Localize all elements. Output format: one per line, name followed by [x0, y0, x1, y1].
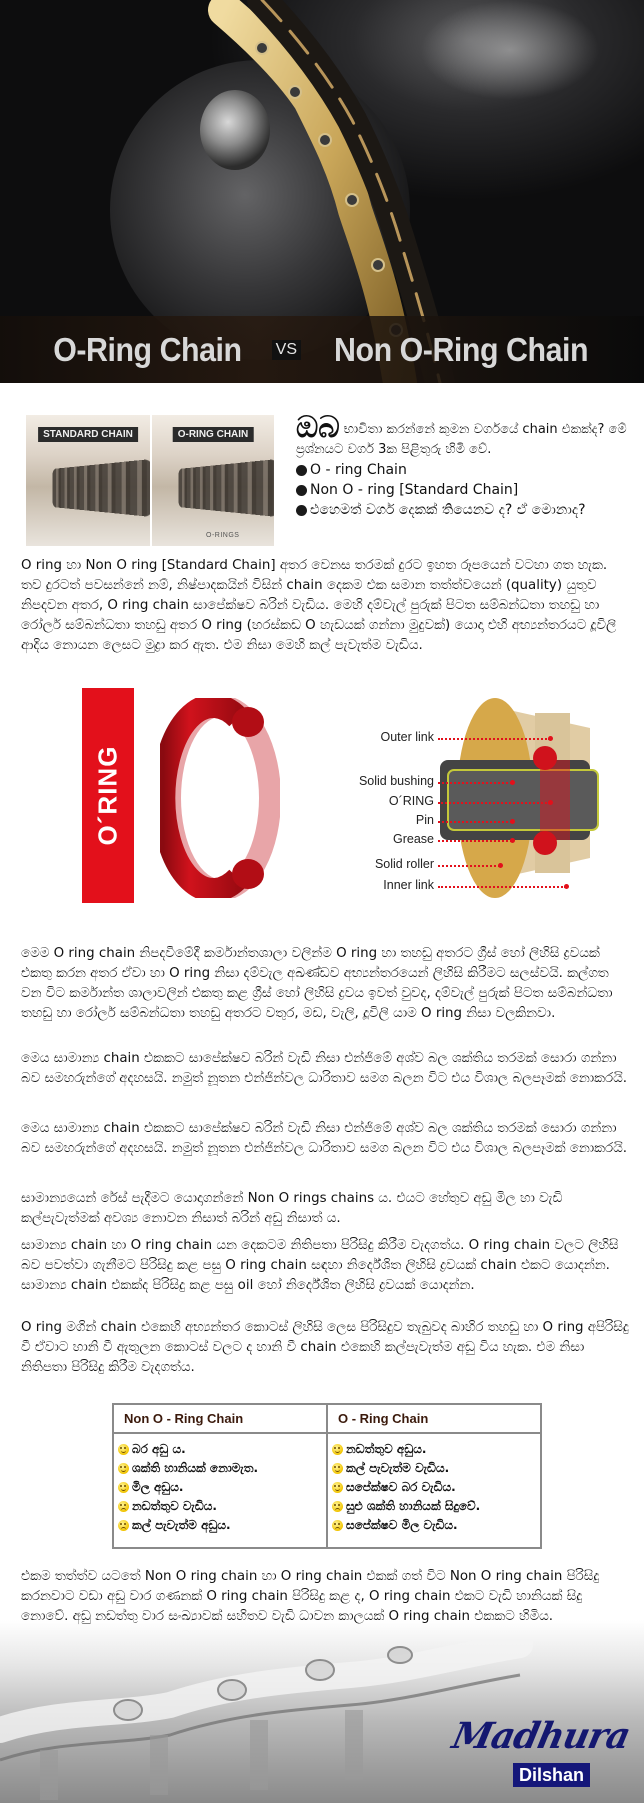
chain-rollers: [179, 459, 274, 517]
label-solid-bushing: Solid bushing: [358, 774, 434, 788]
smiley-sad-icon: [118, 1501, 129, 1512]
standard-chain-photo: [26, 415, 150, 546]
oring-band: [82, 688, 134, 903]
label-inner-link: Inner link: [383, 878, 434, 892]
paragraph-racing: සාමාන්‍යයෙන් රේස් පැදීමට යොදාගන්නේ Non O rings chains ය. එයට හේතුව අඩු මිල හා වැඩි කල්පැවැත්මක් අවශ්‍ය නොවන නිසාත් බරින් අඩු නිසාත් ය.: [21, 1191, 563, 1226]
item-text: බර අඩු ය.: [132, 1442, 186, 1456]
smiley-happy-icon: [118, 1463, 129, 1474]
oring-band-label: O´RING: [92, 745, 123, 846]
list-item: [118, 1516, 322, 1535]
paragraph-maintenance: O ring මගින් chain එකෙහි අභ්‍යන්තර කොටස් ලිහිසි ලෙස පිරිසිදුව තැබුවද බාහිර තහඩු හා O ring අපිරිසිදු වී ඒවාට හානි වී ඇතුලන කොටස් වලට ද හානි වී chain එකෙහි කල්පැවැත්ම අඩු විය හැක. එම නිසා නිතිපතා පිරිසිදු කිරීම වැදගත්ය.: [21, 1320, 629, 1375]
item-text: මිල අඩුය.: [132, 1480, 184, 1494]
paragraph-weight-2: මෙය සාමාන්‍ය chain එකකට සාපේක්ෂව බරින් වැඩි නිසා එන්ජිමේ අශ්ව බල ශක්තිය තරමක් සොරා ගන්නා බව සමහරුන්ගේ අදහසයි. නමුත් නූතන එන්ජින්වල ධාරිතාව සමග බලන විට එය විශාල බලපෑමක් නොකරයි.: [21, 1121, 627, 1156]
leader-line: [438, 782, 512, 784]
list-item: [296, 500, 636, 520]
oring-chain-photo: [150, 415, 274, 546]
chain-comparison-photo: [26, 415, 274, 546]
list-item: [296, 460, 636, 480]
header-oring: O - Ring Chain: [327, 1404, 541, 1433]
leader-line: [438, 738, 550, 740]
chain-type-list: [296, 460, 636, 520]
table-header-row: [113, 1404, 541, 1433]
paragraph-conclusion: එකම තත්ත්ව යටතේ Non O ring chain හා O ring chain එකක් ගත් විට Non O ring chain පිරිසිදු කරනවාට වඩා අඩු වාර ගණනක් O ring chain පිරිසිදු කළ ද, O ring chain එකට වැඩි හානියක් සිදු නොවේ. අඩු නඩත්තු වාර සංඛ්‍යාවක් සහිතව වැඩි ධාවන කාලයක් O ring chain එකකට හිමිය.: [21, 1569, 600, 1624]
label-oring: O´RING: [388, 794, 434, 808]
item-text: ශක්ති හානියක් නොමැත.: [132, 1461, 259, 1475]
item-text: සපේක්ෂව මිල වැඩිය.: [346, 1518, 458, 1532]
list-item-text: එහෙමත් වර්ග දෙකක් තියෙනව ද? ඒ මොනාද?: [310, 502, 586, 518]
item-text: නඩත්තුව අඩුය.: [346, 1442, 427, 1456]
oring-cell: [327, 1433, 541, 1548]
list-item-text: Non O - ring [Standard Chain]: [310, 482, 519, 498]
list-item: [118, 1459, 322, 1478]
bullet-icon: [296, 485, 307, 496]
list-item: [332, 1497, 536, 1516]
list-item: [332, 1440, 536, 1459]
non-oring-cell: [113, 1433, 327, 1548]
label-pin: Pin: [415, 813, 434, 827]
item-text: කල් පැවැත්ම වැඩිය.: [346, 1461, 450, 1475]
smiley-happy-icon: [332, 1444, 343, 1455]
smiley-sad-icon: [118, 1520, 129, 1531]
item-text: සපේක්ෂව බර වැඩිය.: [346, 1480, 456, 1494]
leader-line: [438, 821, 512, 823]
lead-word: ඔබ: [296, 410, 340, 445]
oring-illustration: [160, 698, 280, 898]
signature-script: Madhura: [448, 1715, 634, 1757]
list-item: [118, 1497, 322, 1516]
leader-line: [438, 886, 566, 888]
signature-box: Dilshan: [513, 1763, 590, 1787]
header-non-oring: Non O - Ring Chain: [113, 1404, 327, 1433]
title-oring: O-Ring Chain: [53, 331, 242, 368]
paragraph-cleaning: සාමාන්‍ය chain හා O ring chain යන දෙකටම නිතිපතා පිරිසිදු කිරීම වැදගත්ය. O ring chain වලට ලිහිසි බව පවත්වා ගැනීමට පිරිසිදු කළ පසු O ring chain සඳහා නිර්දේශිත ලිහිසි ද්‍රවයක් chain එකට යොදන්න. සාමාන්‍ය chain එකක්ද පිරිසිදු කළ පසු oil හෝ නිර්දේශිත ලිහිසි ද්‍රවයක් යොදන්න.: [21, 1238, 619, 1293]
label-outer-link: Outer link: [380, 730, 434, 744]
smiley-happy-icon: [332, 1463, 343, 1474]
comparison-table: [112, 1403, 542, 1549]
hero-banner: [0, 0, 644, 383]
bullet-icon: [296, 505, 307, 516]
list-item: [118, 1440, 322, 1459]
standard-chain-label: STANDARD CHAIN: [38, 427, 138, 442]
item-text: නඩත්තුව වැඩිය.: [132, 1499, 217, 1513]
paragraph-weight-1: මෙය සාමාන්‍ය chain එකකට සාපේක්ෂව බරින් වැඩි නිසා එන්ජිමේ අශ්ව බල ශක්තිය තරමක් සොරා ගන්නා බව සමහරුන්ගේ අදහසයි. නමුත් නූතන එන්ජින්වල ධාරිතාව සමග බලන විට එය විශාල බලපෑමක් නොකරයි.: [21, 1051, 627, 1086]
smiley-sad-icon: [332, 1501, 343, 1512]
vs-badge: VS: [272, 340, 301, 360]
bullet-icon: [296, 465, 307, 476]
list-item: [118, 1478, 322, 1497]
chain-rollers: [53, 459, 150, 517]
list-item: [332, 1459, 536, 1478]
oring-chain-label: O-RING CHAIN: [173, 427, 254, 442]
table-row: [113, 1433, 541, 1548]
smiley-happy-icon: [118, 1444, 129, 1455]
list-item-text: O - ring Chain: [310, 462, 407, 478]
item-text: සුළු ශක්ති හානියක් සිදුවේ.: [346, 1499, 481, 1513]
chain-cutaway-illustration: [440, 688, 600, 903]
item-text: කල් පැවැත්ම අඩුය.: [132, 1518, 231, 1532]
intro-lead: [296, 410, 636, 460]
author-signature: [448, 1715, 634, 1795]
question-text: භාවිතා කරන්නේ කුමන වර්ගයේ chain එකක්ද? මේ ප්‍රශ්නයට වර්ග 3ක පිළිතුරු හිමි වේ.: [296, 422, 627, 457]
oring-diagram: [80, 688, 600, 903]
smiley-happy-icon: [332, 1482, 343, 1493]
paragraph-difference: O ring හා Non O ring [Standard Chain] අතර වෙනස තරමක් දුරට ඉහත රූපයෙන් වටහා ගත හැක. තව දුරටත් පවසන්නේ නම්, නිෂ්පාදකයින් විසින් chain දෙකම එක සමාන තත්ත්වයෙන් (quality) යුතුව නිපදවන අතර, O ring chain සාපේක්ෂව බරින් වැඩිය. මෙහි දම්වැල් පුරුක් පිටත සම්බන්ධතා තහඩු හා රෝලර් සම්බන්ධතා තහඩු අතර O ring (හරස්කඩ O හැඩයක් ගන්නා මුදුවක්) යොදා එහි අභ්‍යන්තරයට දූවිලි ආදිය නොයන ලෙසට මුද්‍රා කර ඇත. එම නිසා මෙහි කල් පැවැත්ම වැඩිය.: [21, 558, 617, 653]
label-grease: Grease: [393, 832, 434, 846]
smiley-happy-icon: [118, 1482, 129, 1493]
leader-line: [438, 865, 500, 867]
smiley-sad-icon: [332, 1520, 343, 1531]
list-item: [332, 1516, 536, 1535]
leader-line: [438, 802, 550, 804]
list-item: [332, 1478, 536, 1497]
paragraph-lubrication: මෙම O ring chain නිපදවීමේදී කර්මාන්තශාලා වලින්ම O ring හා තහඩු අතරට ග්‍රීස් හෝ ලිහිසි ද්‍රවයක් එකතු කරන අතර ඒවා හා O ring නිසා දම්වැල අඛණ්ඩව අභ්‍යන්තරයෙන් ලිහිසි කිරීමට සලස්වයි. කල්ගත වන විට කර්මාන්ත ශාලාවලින් එකතු කළ ග්‍රීස් හෝ ලිහිසි ද්‍රවය ඉවත් වුවද, දම්වැල් පුරුක් පිටත සම්බන්ධතා තහඩු හා රෝලර් සම්බන්ධතා තහඩු අතරට වතුර, මඩ, වැලි, දූවිලි යාම O ring නිසා වලකිනවා.: [21, 946, 613, 1021]
page-title: [0, 320, 644, 380]
intro-question: [296, 410, 636, 520]
label-solid-roller: Solid roller: [374, 857, 434, 871]
orings-caption: O-RINGS: [206, 532, 240, 539]
title-non-oring: Non O-Ring Chain: [334, 331, 589, 368]
leader-line: [438, 840, 512, 842]
list-item: [296, 480, 636, 500]
